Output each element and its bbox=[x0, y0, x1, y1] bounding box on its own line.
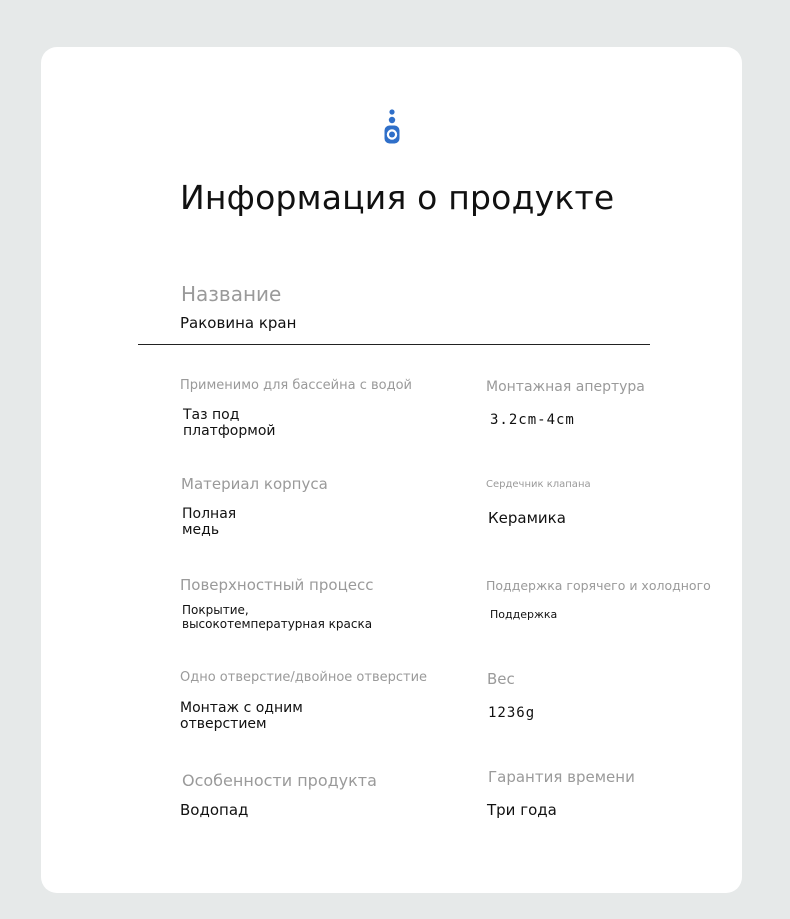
aperture-label: Монтажная апертура bbox=[486, 379, 645, 395]
holes-value-line2: отверстием bbox=[180, 716, 267, 733]
name-label: Название bbox=[181, 282, 282, 306]
warranty-label: Гарантия времени bbox=[488, 768, 635, 786]
valve-core-value: Керамика bbox=[488, 509, 566, 527]
holes-value-line1: Монтаж с одним bbox=[180, 700, 303, 716]
holes-label: Одно отверстие/двойное отверстие bbox=[180, 670, 428, 685]
body-material-value-line2: медь bbox=[182, 522, 220, 539]
basin-label: Применимо для бассейна с водой bbox=[180, 378, 412, 393]
body-material-value bbox=[182, 506, 236, 538]
warranty-value: Три года bbox=[487, 801, 557, 819]
surface-value-line2: высокотемпературная краска bbox=[182, 616, 373, 631]
hot-cold-label: Поддержка горячего и холодного bbox=[486, 578, 711, 593]
body-material-value-line1: Полная bbox=[182, 506, 237, 522]
holes-value bbox=[180, 700, 303, 732]
weight-label: Вес bbox=[487, 670, 515, 688]
weight-value: 1236g bbox=[488, 705, 536, 721]
name-value: Раковина кран bbox=[180, 314, 297, 332]
basin-value-line1: Таз под bbox=[183, 407, 240, 423]
features-value: Водопад bbox=[180, 801, 249, 819]
features-label: Особенности продукта bbox=[182, 771, 377, 790]
valve-core-label: Сердечник клапана bbox=[486, 479, 591, 490]
name-divider bbox=[138, 344, 650, 345]
aperture-value: 3.2cm-4cm bbox=[490, 412, 575, 428]
hot-cold-value: Поддержка bbox=[490, 608, 558, 621]
basin-value-line2: платформой bbox=[183, 423, 276, 440]
surface-value bbox=[182, 604, 372, 632]
page-title: Информация о продукте bbox=[180, 178, 615, 217]
surface-value-line1: Покрытие, bbox=[182, 603, 249, 617]
basin-value bbox=[183, 407, 275, 439]
brand-logo-icon bbox=[383, 108, 401, 146]
surface-label: Поверхностный процесс bbox=[180, 576, 374, 594]
body-material-label: Материал корпуса bbox=[181, 475, 328, 493]
product-info-card bbox=[41, 47, 742, 893]
